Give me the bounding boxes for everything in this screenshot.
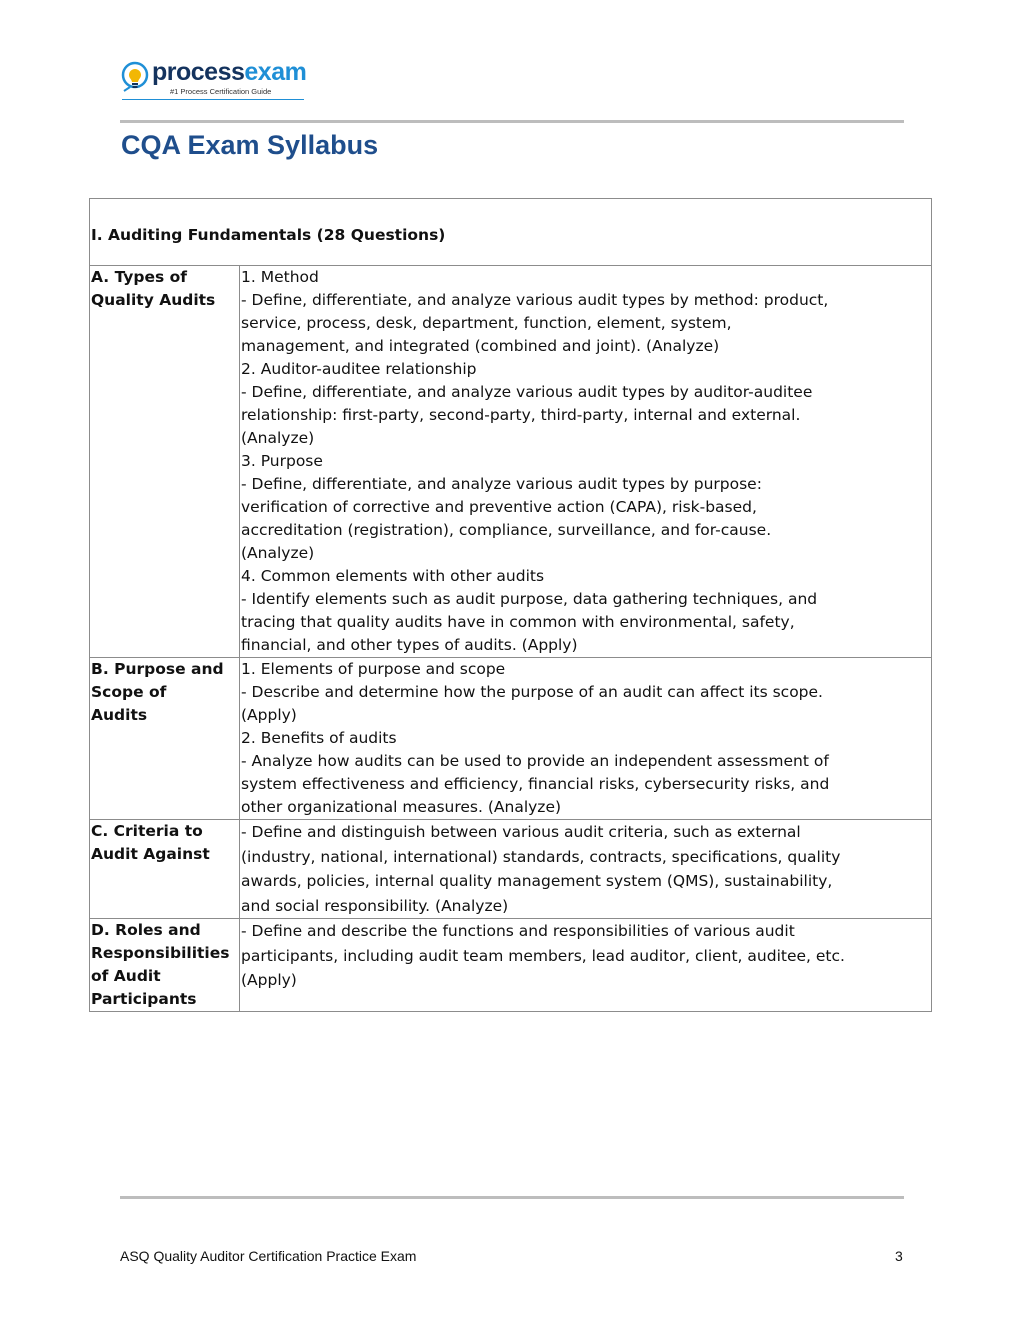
topic-cell: C. Criteria to Audit Against (90, 820, 240, 919)
footer-text: ASQ Quality Auditor Certification Practice Exam (120, 1248, 417, 1264)
table-row (90, 658, 932, 820)
logo-underline (122, 99, 304, 100)
section-heading: I. Auditing Fundamentals (28 Questions) (90, 199, 932, 266)
footer-divider (120, 1196, 904, 1199)
table-row (90, 266, 932, 658)
topic-cell: B. Purpose and Scope of Audits (90, 658, 240, 820)
section-heading-row (90, 199, 932, 266)
lightbulb-icon (120, 61, 150, 97)
detail-cell: 1. Elements of purpose and scope - Describe and determine how the purpose of an audit can affect its scope. (Apply) 2. Benefits of audits - Analyze how audits can be used to provide an independent assessment of system effectiveness and efficiency, financial risks, cybersecurity risks, and other organizational measures. (Analyze) (240, 658, 932, 820)
table-row (90, 919, 932, 1012)
page-title: CQA Exam Syllabus (121, 130, 379, 160)
page-number: 3 (895, 1248, 903, 1264)
topic-cell: A. Types of Quality Audits (90, 266, 240, 658)
detail-cell: 1. Method - Define, differentiate, and analyze various audit types by method: product, service, process, desk, department, function, element, system, management, and integrated (combined and joint). (Analyze) 2. Auditor-auditee relationship - Define, differentiate, and analyze various audit types by auditor-auditee relationship: first-party, second-party, third-party, internal and external. (Analyze) 3. Purpose - Define, differentiate, and analyze various audit types by purpose: verification of corrective and preventive action (CAPA), risk-based, accreditation (registration), compliance, surveillance, and for-cause. (Analyze) 4. Common elements with other audits - Identify elements such as audit purpose, data gathering techniques, and tracing that quality audits have in common with environmental, safety, financial, and other types of audits. (Apply) (240, 266, 932, 658)
logo-wordmark: processexam (152, 58, 307, 86)
detail-cell: - Define and describe the functions and responsibilities of various audit participants, including audit team members, lead auditor, client, auditee, etc. (Apply) (240, 919, 932, 1012)
syllabus-table (89, 198, 932, 1012)
detail-cell: - Define and distinguish between various audit criteria, such as external (industry, national, international) standards, contracts, specifications, quality awards, policies, internal quality management system (QMS), sustainability, and social responsibility. (Analyze) (240, 820, 932, 919)
header-divider (120, 120, 904, 123)
table-row (90, 820, 932, 919)
logo-tagline: #1 Process Certification Guide (170, 87, 272, 96)
topic-cell: D. Roles and Responsibilities of Audit Participants (90, 919, 240, 1012)
processexam-logo (120, 58, 307, 103)
